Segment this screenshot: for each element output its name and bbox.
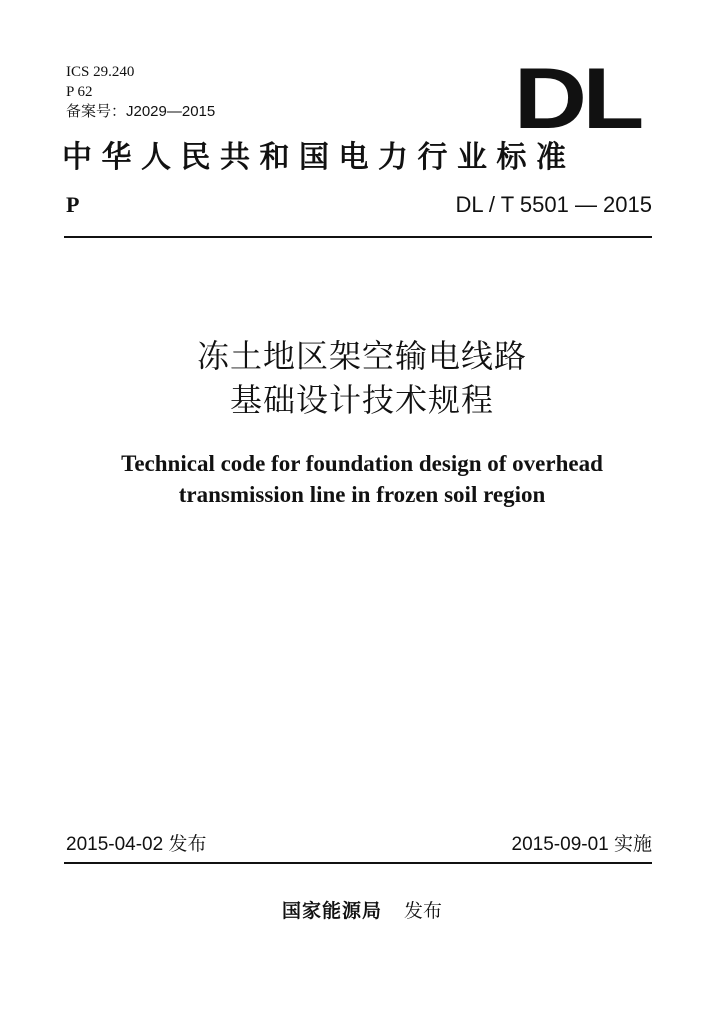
bottom-divider [64, 862, 652, 864]
industry-standard-heading: 中华人民共和国电力行业标准 [62, 140, 576, 175]
classification-block [66, 62, 215, 122]
publisher-line [0, 898, 724, 924]
publisher-name: 国家能源局 [281, 900, 382, 922]
category-letter: P [66, 192, 80, 217]
filing-number: 备案号：J2029—2015 [66, 103, 216, 120]
publisher-action: 发布 [404, 900, 443, 922]
issue-date: 2015-04-02 发布 [66, 834, 207, 855]
ics-code: ICS 29.240 [66, 64, 135, 80]
dates-row [66, 832, 652, 858]
chinese-title-line-1: 冻土地区架空输电线路 [196, 337, 527, 375]
english-title-line-2: transmission line in frozen soil region [178, 482, 546, 507]
top-divider [64, 236, 652, 238]
standard-code-row [66, 190, 652, 220]
category-code: P 62 [66, 84, 93, 100]
english-title [0, 448, 724, 510]
chinese-title [0, 334, 724, 422]
implementation-date: 2015-09-01 实施 [511, 834, 652, 855]
chinese-title-line-2: 基础设计技术规程 [229, 381, 494, 419]
dl-logo: DL [514, 51, 640, 147]
english-title-line-1: Technical code for foundation design of overhead [121, 451, 603, 476]
standard-number: DL / T 5501 — 2015 [455, 192, 652, 217]
